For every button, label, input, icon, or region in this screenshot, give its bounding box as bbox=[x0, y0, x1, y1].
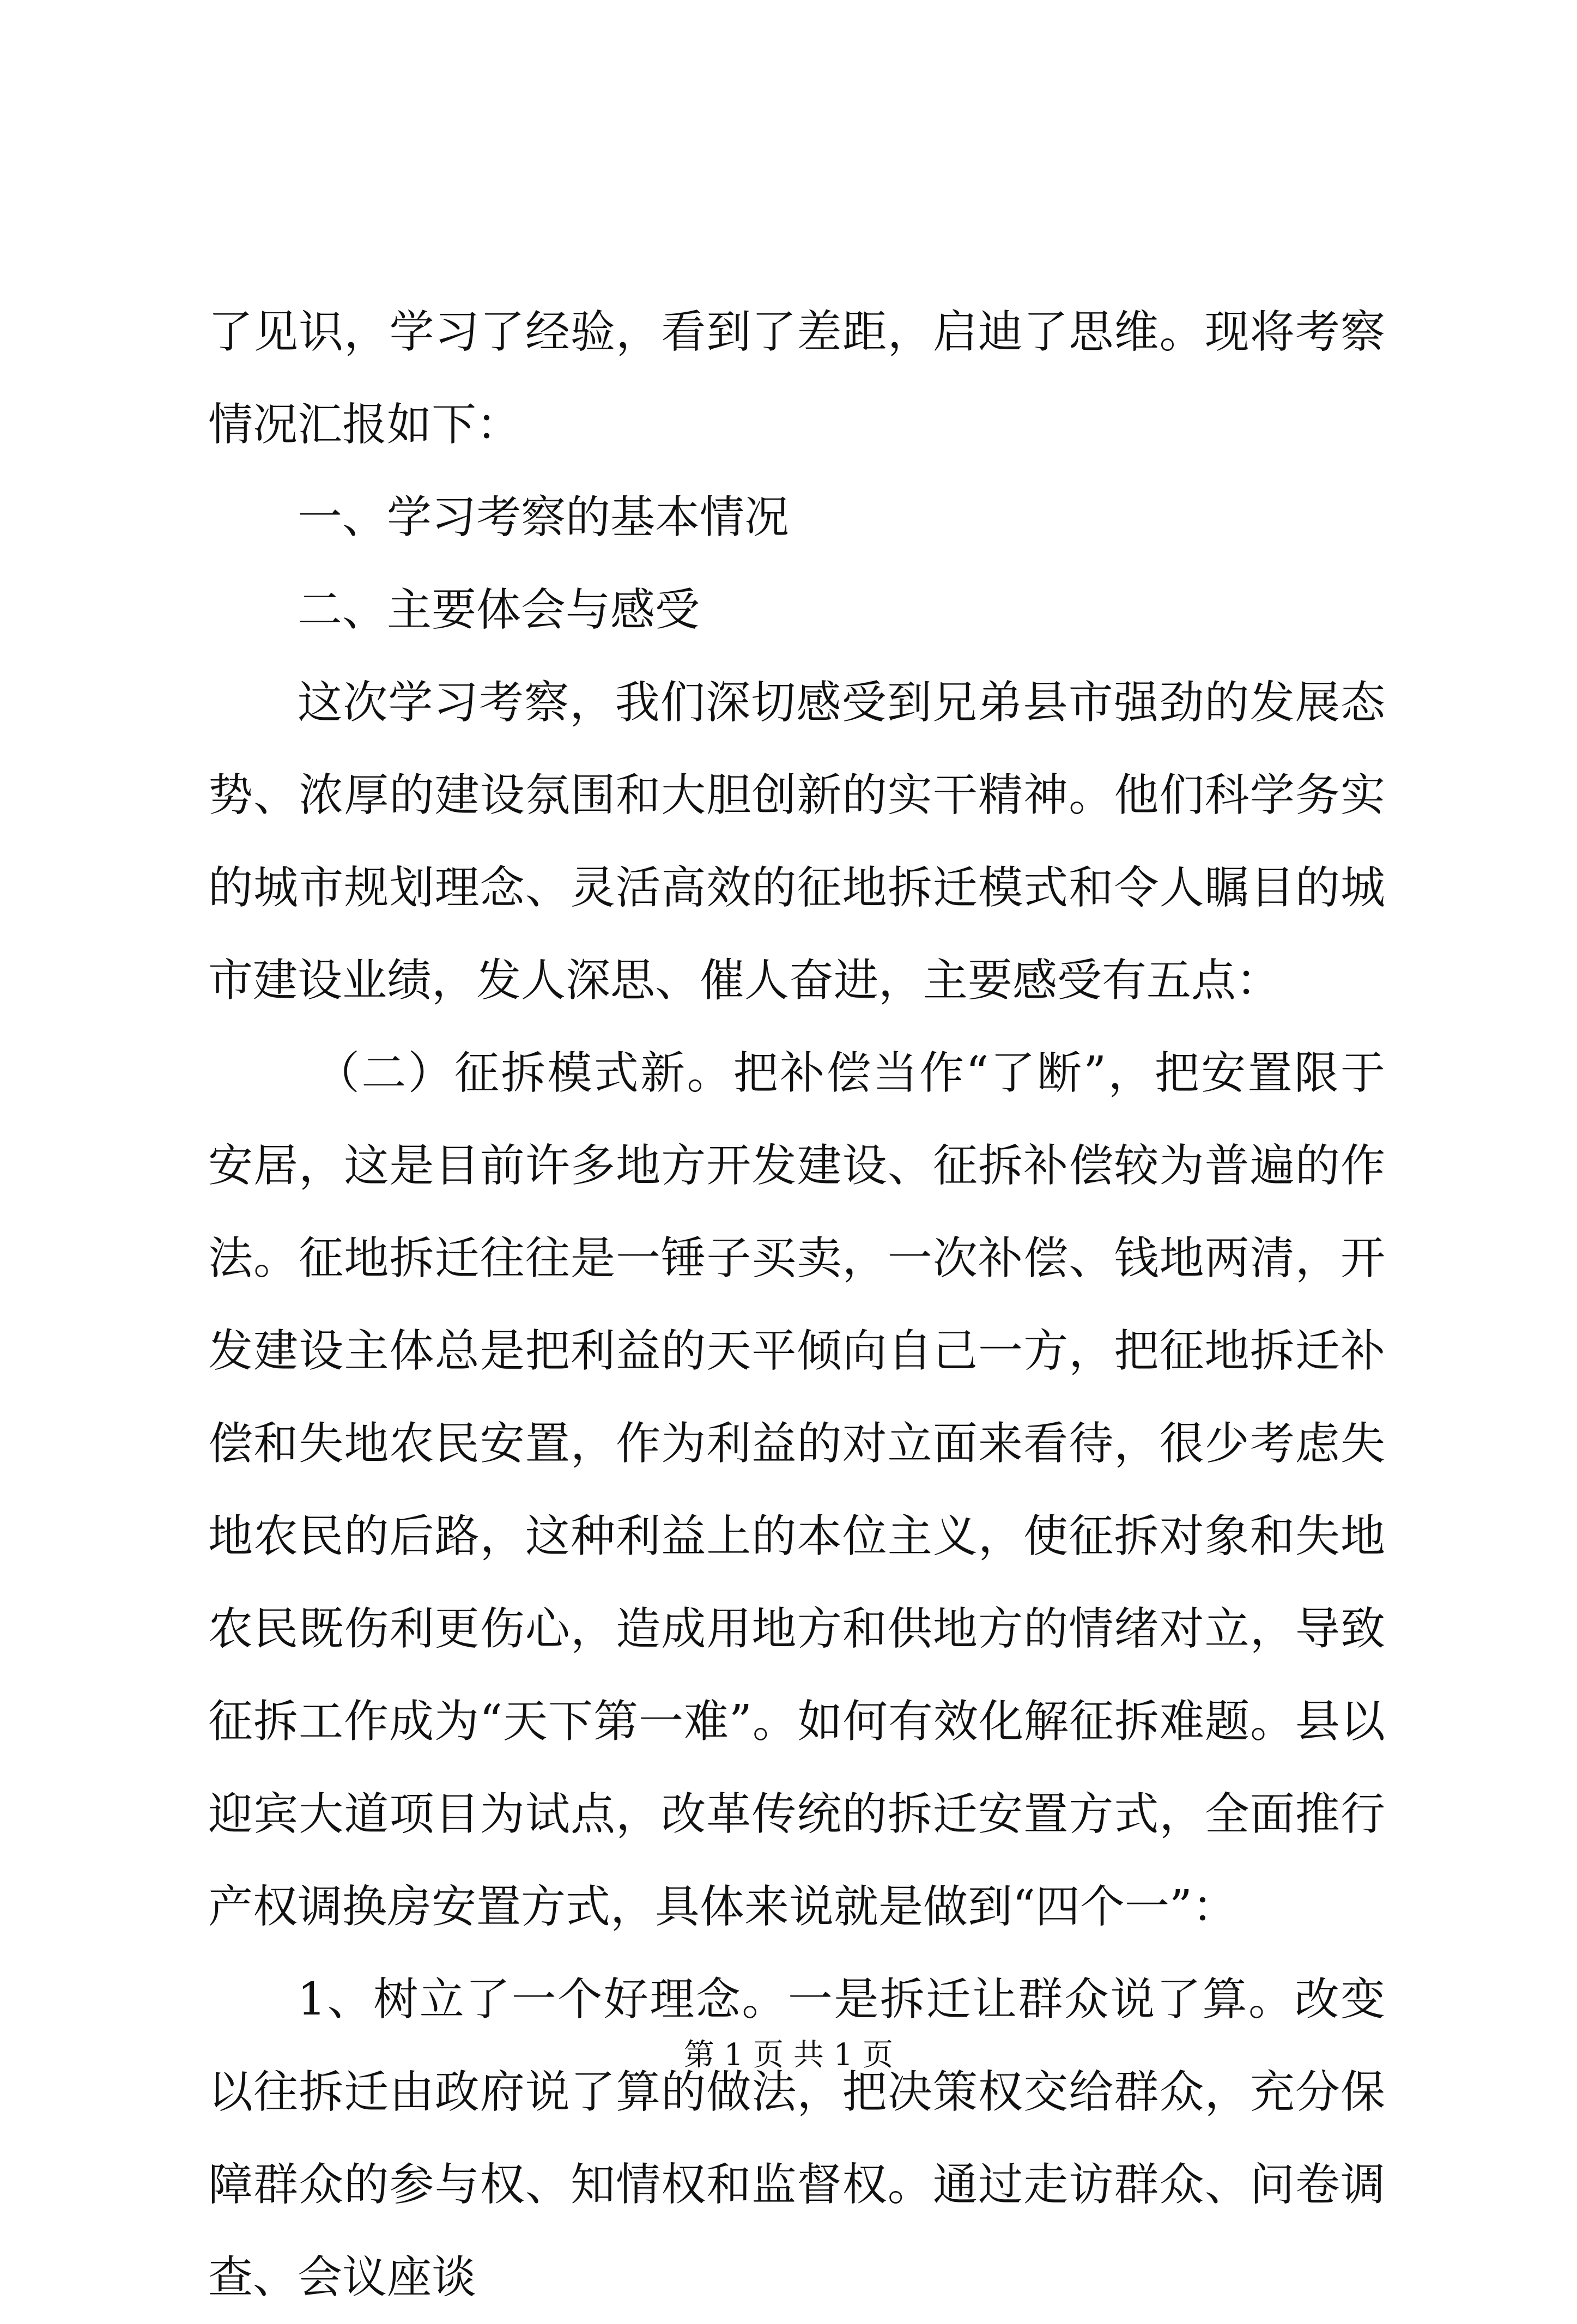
page-number-footer: 第 1 页 共 1 页 bbox=[683, 2037, 894, 2073]
paragraph-study-summary: 这次学习考察，我们深切感受到兄弟县市强劲的发展态势、浓厚的建设氛围和大胆创新的实干精神。他们科学务实的城市规划理念、灵活高效的征地拆迁模式和令人瞩目的城市建设业绩，发人深思、催人奋进，主要感受有五点： bbox=[208, 677, 1385, 1006]
section-heading-main-experience: 二、主要体会与感受 bbox=[298, 584, 700, 636]
paragraph-continuation: 了见识，学习了经验，看到了差距，启迪了思维。现将考察情况汇报如下： bbox=[208, 306, 1385, 451]
document-body bbox=[208, 286, 1385, 2324]
paragraph-good-concept: 1、树立了一个好理念。一是拆迁让群众说了算。改变以往拆迁由政府说了算的做法，把决策权交给群众，充分保障群众的参与权、知情权和监督权。通过走访群众、问卷调查、会议座谈 bbox=[208, 1974, 1385, 2303]
section-heading-basic-situation: 一、学习考察的基本情况 bbox=[298, 492, 790, 543]
paragraph-relocation-model: （二）征拆模式新。把补偿当作“了断”，把安置限于安居，这是目前许多地方开发建设、征拆补偿较为普遍的作法。征地拆迁往往是一锤子买卖，一次补偿、钱地两清，开发建设主体总是把利益的天平倾向自己一方，把征地拆迁补偿和失地农民安置，作为利益的对立面来看待，很少考虑失地农民的后路，这种利益上的本位主义，使征拆对象和失地农民既伤利更伤心，造成用地方和供地方的情绪对立，导致征拆工作成为“天下第一难”。如何有效化解征拆难题。县以迎宾大道项目为试点，改革传统的拆迁安置方式，全面推行产权调换房安置方式，具体来说就是做到“四个一”： bbox=[208, 1047, 1385, 1933]
